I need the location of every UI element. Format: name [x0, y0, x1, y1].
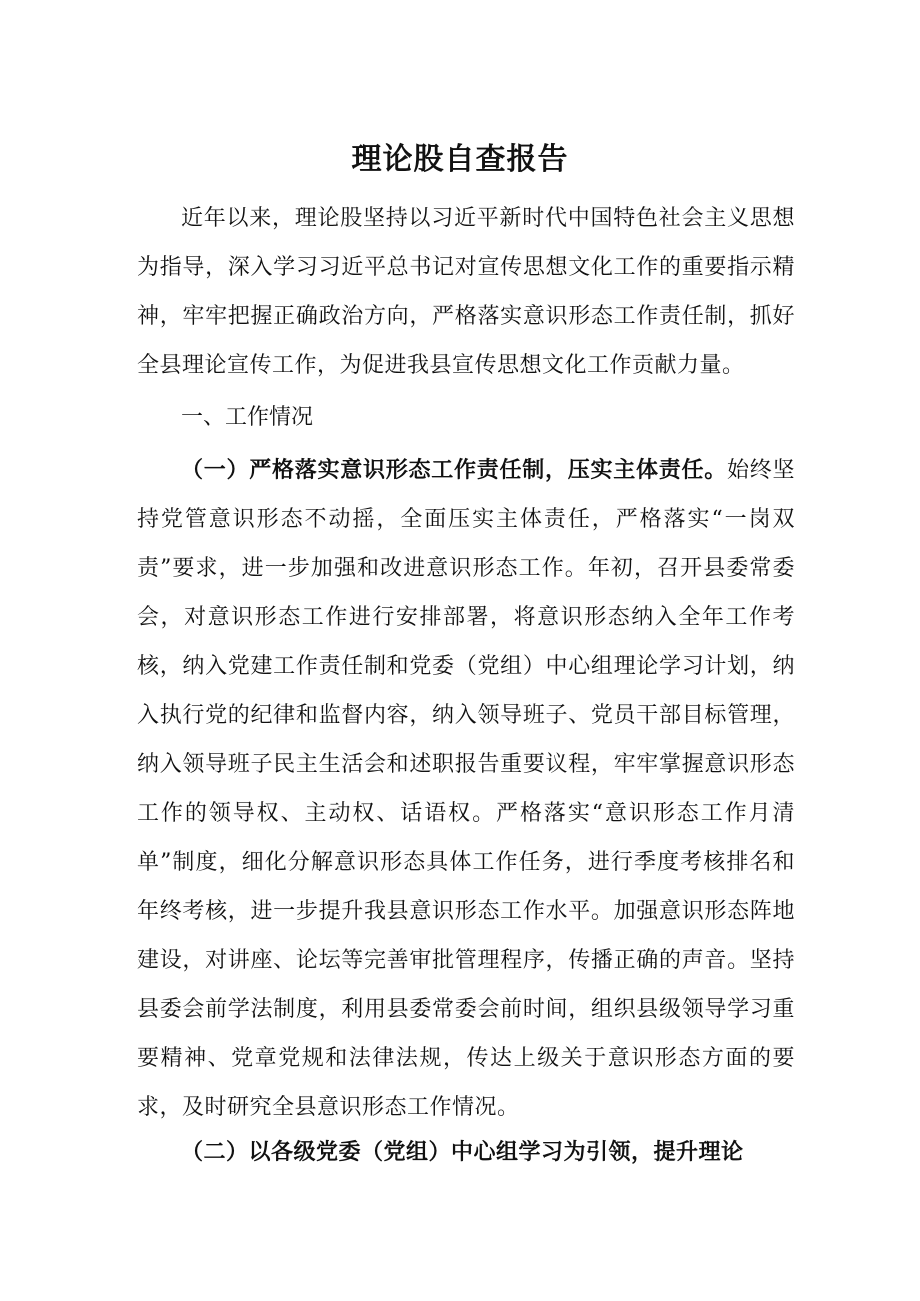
- document-title: 理论股自查报告: [351, 142, 569, 177]
- intro-paragraph: 近年以来，理论股坚持以习近平新时代中国特色社会主义思想为指导，深入学习习近平总书记对宣传思想文化工作的重要指示精神，牢牢把握正确政治方向，严格落实意识形态工作责任制，抓好全县理论宣传工作，为促进我县宣传思想文化工作贡献力量。: [137, 206, 795, 378]
- subsection-2-paragraph: [137, 1128, 795, 1177]
- subsection-1-body: 始终坚持党管意识形态不动摇，全面压实主体责任，严格落实“一岗双责”要求，进一步加强和改进意识形态工作。年初，召开县委常委会，对意识形态工作进行安排部署，将意识形态纳入全年工作考核，纳入党建工作责任制和党委（党组）中心组理论学习计划，纳入执行党的纪律和监督内容，纳入领导班子、党员干部目标管理，纳入领导班子民主生活会和述职报告重要议程，牢牢掌握意识形态工作的领导权、主动权、话语权。严格落实“意识形态工作月清单”制度，细化分解意识形态具体工作任务，进行季度考核排名和年终考核，进一步提升我县意识形态工作水平。加强意识形态阵地建设，对讲座、论坛等完善审批管理程序，传播正确的声音。坚持县委会前学法制度，利用县委常委会前时间，组织县级领导学习重要精神、党章党规和法律法规，传达上级关于意识形态方面的要求，及时研究全县意识形态工作情况。: [137, 458, 795, 1120]
- subsection-1-paragraph: [137, 446, 795, 1132]
- section-heading-work-status: 一、工作情况: [181, 405, 314, 430]
- subsection-1-heading: （一）严格落实意识形态工作责任制，压实主体责任。: [181, 458, 727, 483]
- subsection-2-heading: （二）以各级党委（党组）中心组学习为引领，提升理论: [181, 1140, 744, 1165]
